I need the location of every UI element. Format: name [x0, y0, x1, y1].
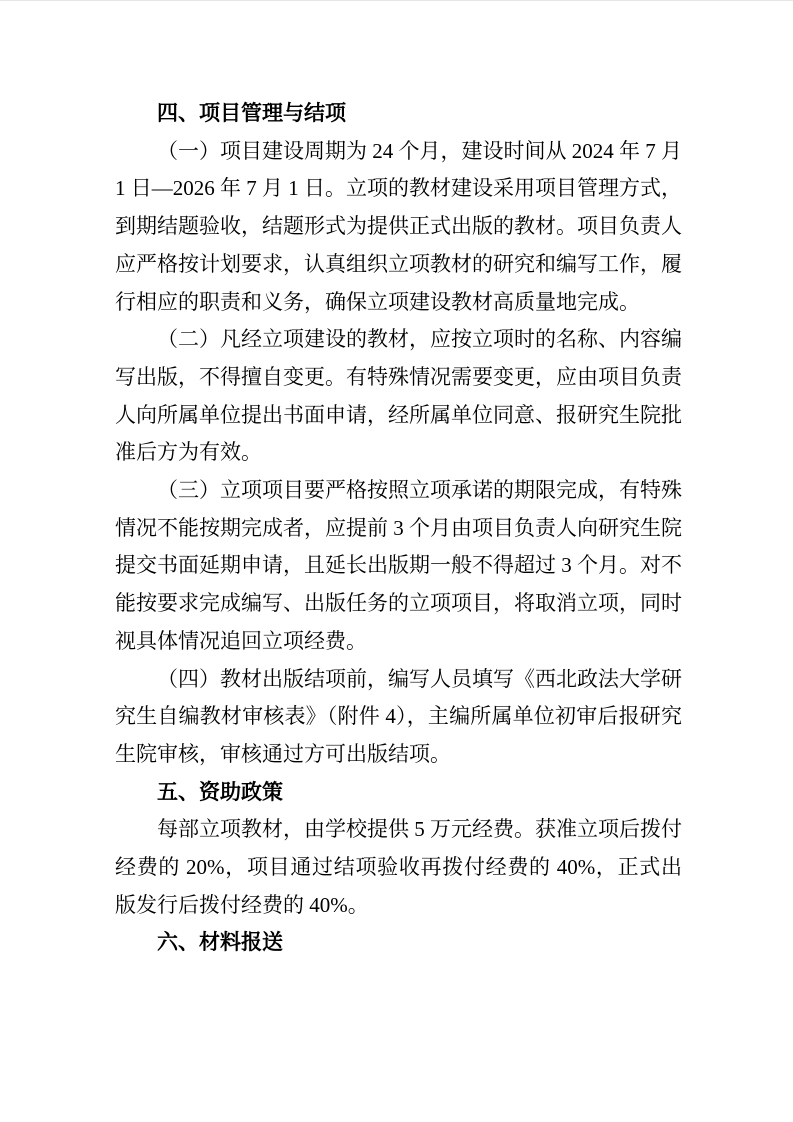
paragraph-deadline-extension: （三）立项项目要严格按照立项承诺的期限完成，有特殊情况不能按期完成者，应提前 3 个月由项目负责人向研究生院提交书面延期申请，且延长出版期一般不得超过 3 个月。对不能按要求完成编写、出版任务的立项项目，将取消立项，同时视具体情况追回立项经费。: [115, 478, 682, 653]
document-body: [115, 95, 682, 962]
paragraph-project-cycle: （一）项目建设周期为 24 个月，建设时间从 2024 年 7 月 1 日—2026 年 7 月 1 日。立项的教材建设采用项目管理方式，到期结题验收，结题形式为提供正式出版的教材。项目负责人应严格按计划要求，认真组织立项教材的研究和编写工作，履行相应的职责和义务，确保立项建设教材高质量地完成。: [115, 138, 682, 314]
paragraph-funding-details: 每部立项教材，由学校提供 5 万元经费。获准立项后拨付经费的 20%，项目通过结项验收再拨付经费的 40%，正式出版发行后拨付经费的 40%。: [115, 817, 682, 917]
paragraph-review-before-publication: （四）教材出版结项前，编写人员填写《西北政法大学研究生自编教材审核表》（附件 4），主编所属单位初审后报研究生院审核，审核通过方可出版结项。: [115, 666, 682, 766]
paragraph-no-unauthorized-change: （二）凡经立项建设的教材，应按立项时的名称、内容编写出版，不得擅自变更。有特殊情况需要变更，应由项目负责人向所属单位提出书面申请，经所属单位同意、报研究生院批准后方为有效。: [115, 327, 682, 465]
section-heading-materials-submission: 六、材料报送: [157, 931, 283, 955]
section-heading-project-management: 四、项目管理与结项: [157, 102, 346, 125]
section-heading-funding-policy: 五、资助政策: [157, 780, 283, 804]
